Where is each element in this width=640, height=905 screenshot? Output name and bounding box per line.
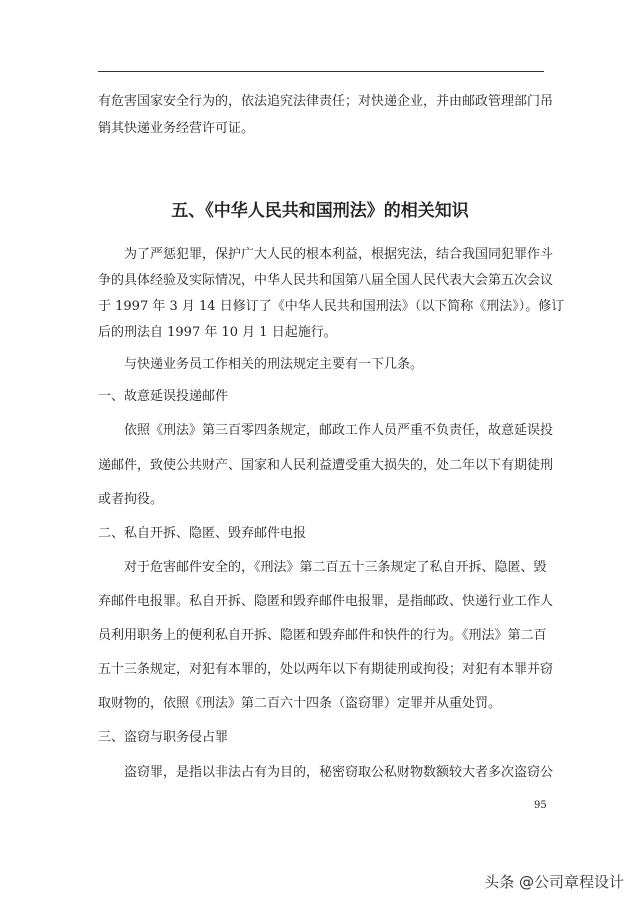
body-line: 后的刑法自 1997 年 10 月 1 日起施行。 — [98, 325, 337, 340]
subheading: 一、故意延误投递邮件 — [98, 389, 229, 404]
body-line: 对于危害邮件安全的，《刑法》第二百五十三条规定了私自开拆、隐匿、毁 — [124, 560, 547, 575]
body-line: 有危害国家安全行为的，依法追究法律责任；对快递企业，并由邮政管理部门吊 — [98, 94, 554, 109]
body-line: 递邮件，致使公共财产、国家和人民利益遭受重大损失的，处二年以下有期徒刑 — [98, 458, 554, 473]
watermark: 头条 @公司章程设计 — [484, 873, 624, 891]
body-line: 取财物的，依照《刑法》第二百六十四条（盗窃罪）定罪并从重处罚。 — [98, 696, 502, 711]
body-line: 与快递业务员工作相关的刑法规定主要有一下几条。 — [124, 357, 424, 372]
body-line: 弃邮件电报罪。私自开拆、隐匿和毁弃邮件电报罪，是指邮政、快递行业工作人 — [98, 594, 554, 609]
body-line: 员利用职务上的便利私自开拆、隐匿和毁弃邮件和快件的行为。《刑法》第二百 — [98, 628, 547, 643]
header-rule — [98, 71, 544, 72]
body-line: 为了严惩犯罪，保护广大人民的根本利益，根据宪法，结合我国同犯罪作斗 — [124, 247, 554, 262]
body-line: 争的具体经验及实际情况，中华人民共和国第八届全国人民代表大会第五次会议 — [98, 273, 554, 288]
body-line: 五十三条规定，对犯有本罪的，处以两年以下有期徒刑或拘役；对犯有本罪并窃 — [98, 662, 554, 677]
subheading: 二、私自开拆、隐匿、毁弃邮件电报 — [98, 526, 307, 541]
body-line: 依照《刑法》第三百零四条规定，邮政工作人员严重不负责任，故意延误投 — [124, 423, 554, 438]
body-line: 销其快递业务经营许可证。 — [98, 121, 255, 136]
body-line: 或者拘役。 — [98, 492, 164, 507]
body-line: 于 1997 年 3 月 14 日修订了《中华人民共和国刑法》（以下简称《刑法》）。修订 — [98, 299, 565, 314]
body-line: 盗窃罪，是指以非法占有为目的，秘密窃取公私财物数额较大者多次盗窃公 — [124, 765, 554, 780]
subheading: 三、盗窃与职务侵占罪 — [98, 730, 229, 745]
section-heading: 五、《中华人民共和国刑法》的相关知识 — [171, 201, 469, 221]
page-number: 95 — [534, 800, 547, 811]
